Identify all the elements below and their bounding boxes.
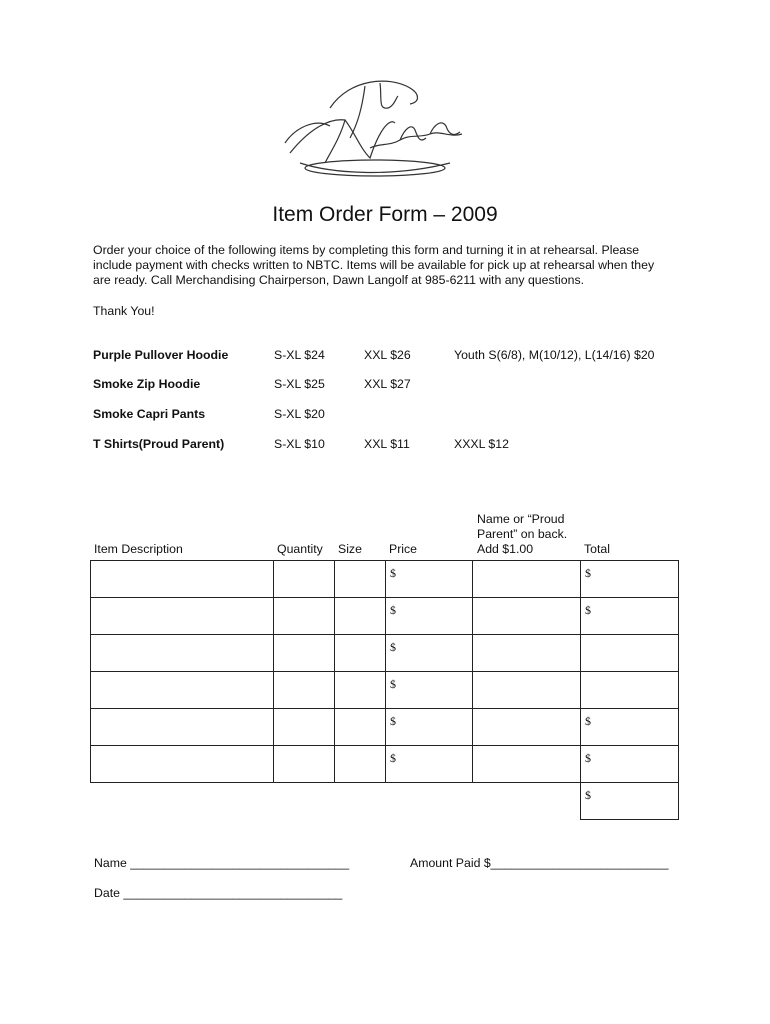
- total-cell[interactable]: [581, 561, 679, 598]
- header-item-description: Item Description: [94, 542, 183, 556]
- total-dollar-sign: [581, 672, 678, 677]
- item-description-cell[interactable]: [91, 709, 274, 746]
- header-name-line: Name or “Proud: [477, 512, 565, 526]
- price-dollar-sign: $: [390, 751, 396, 765]
- price-dollar-sign: $: [390, 566, 396, 580]
- product-price: S-XL $20: [274, 407, 325, 421]
- total-cell[interactable]: [581, 598, 679, 635]
- size-cell[interactable]: [335, 709, 386, 746]
- price-cell[interactable]: [386, 709, 473, 746]
- grand-total-dollar-sign: $: [585, 788, 591, 802]
- name-on-back-cell[interactable]: [473, 635, 581, 672]
- item-description-cell[interactable]: [91, 598, 274, 635]
- quantity-cell[interactable]: [274, 709, 335, 746]
- product-price: Youth S(6/8), M(10/12), L(14/16) $20: [454, 348, 655, 362]
- intro-paragraph: [93, 243, 683, 288]
- intro-line: include payment with checks written to NBTC. Items will be available for pick up at rehearsal when they: [93, 258, 655, 272]
- product-price: S-XL $25: [274, 377, 325, 391]
- empty-cell: [335, 783, 386, 820]
- price-cell[interactable]: [386, 561, 473, 598]
- date-field[interactable]: Date ________________________________: [94, 886, 343, 900]
- total-dollar-sign: $: [585, 566, 591, 580]
- quantity-cell[interactable]: [274, 561, 335, 598]
- intro-line: Order your choice of the following items by completing this form and turning it in at rehearsal. Please: [93, 243, 640, 257]
- nutcracker-script-logo-icon: [270, 68, 480, 188]
- item-description-cell[interactable]: [91, 635, 274, 672]
- total-cell[interactable]: [581, 709, 679, 746]
- page-title: Item Order Form – 2009: [272, 203, 498, 226]
- price-dollar-sign: $: [390, 714, 396, 728]
- size-cell[interactable]: [335, 598, 386, 635]
- price-cell[interactable]: [386, 635, 473, 672]
- empty-cell: [274, 783, 335, 820]
- total-dollar-sign: $: [585, 714, 591, 728]
- product-price: S-XL $24: [274, 348, 325, 362]
- name-on-back-cell[interactable]: [473, 746, 581, 783]
- product-price: XXL $26: [364, 348, 411, 362]
- total-dollar-sign: $: [585, 751, 591, 765]
- price-cell[interactable]: [386, 598, 473, 635]
- quantity-cell[interactable]: [274, 672, 335, 709]
- item-description-cell[interactable]: [91, 746, 274, 783]
- item-description-cell[interactable]: [91, 672, 274, 709]
- table-row: [91, 598, 679, 635]
- grand-total-row: [91, 783, 679, 820]
- item-description-cell[interactable]: [91, 561, 274, 598]
- product-name: Purple Pullover Hoodie: [93, 348, 229, 362]
- name-field[interactable]: Name ________________________________: [94, 856, 350, 870]
- product-name: Smoke Capri Pants: [93, 407, 206, 421]
- header-quantity: Quantity: [277, 542, 323, 556]
- product-price: S-XL $10: [274, 437, 325, 451]
- table-row: [91, 709, 679, 746]
- size-cell[interactable]: [335, 746, 386, 783]
- table-row: [91, 561, 679, 598]
- price-dollar-sign: $: [390, 603, 396, 617]
- nutcracker-logo: [270, 68, 480, 188]
- size-cell[interactable]: [335, 635, 386, 672]
- header-price: Price: [389, 542, 418, 556]
- grand-total-cell[interactable]: [581, 783, 679, 820]
- price-dollar-sign: $: [390, 640, 396, 654]
- header-total: Total: [584, 542, 610, 556]
- quantity-cell[interactable]: [274, 598, 335, 635]
- total-cell[interactable]: [581, 746, 679, 783]
- product-name: T Shirts(Proud Parent): [93, 437, 225, 451]
- size-cell[interactable]: [335, 561, 386, 598]
- total-dollar-sign: $: [585, 603, 591, 617]
- intro-line: are ready. Call Merchandising Chairperson, Dawn Langolf at 985-6211 with any questions.: [93, 273, 585, 287]
- name-on-back-cell[interactable]: [473, 709, 581, 746]
- name-on-back-cell[interactable]: [473, 561, 581, 598]
- table-row: [91, 672, 679, 709]
- price-dollar-sign: $: [390, 677, 396, 691]
- header-name-line: Add $1.00: [477, 542, 534, 556]
- product-price: XXL $27: [364, 377, 411, 391]
- total-cell[interactable]: [581, 672, 679, 709]
- thank-you-text: Thank You!: [93, 304, 155, 318]
- header-size: Size: [338, 542, 362, 556]
- amount-paid-field[interactable]: Amount Paid $__________________________: [410, 856, 669, 870]
- product-price: XXXL $12: [454, 437, 509, 451]
- total-dollar-sign: [581, 635, 678, 640]
- quantity-cell[interactable]: [274, 635, 335, 672]
- empty-cell: [386, 783, 473, 820]
- table-row: [91, 746, 679, 783]
- empty-cell: [91, 783, 274, 820]
- name-on-back-cell[interactable]: [473, 598, 581, 635]
- table-row: [91, 635, 679, 672]
- quantity-cell[interactable]: [274, 746, 335, 783]
- order-table: [90, 560, 679, 820]
- total-cell[interactable]: [581, 635, 679, 672]
- price-cell[interactable]: [386, 746, 473, 783]
- size-cell[interactable]: [335, 672, 386, 709]
- header-name-line: Parent” on back.: [477, 527, 568, 541]
- empty-cell: [473, 783, 581, 820]
- price-cell[interactable]: [386, 672, 473, 709]
- name-on-back-cell[interactable]: [473, 672, 581, 709]
- header-name-on-back: [477, 512, 567, 557]
- product-name: Smoke Zip Hoodie: [93, 377, 201, 391]
- product-price: XXL $11: [364, 437, 410, 451]
